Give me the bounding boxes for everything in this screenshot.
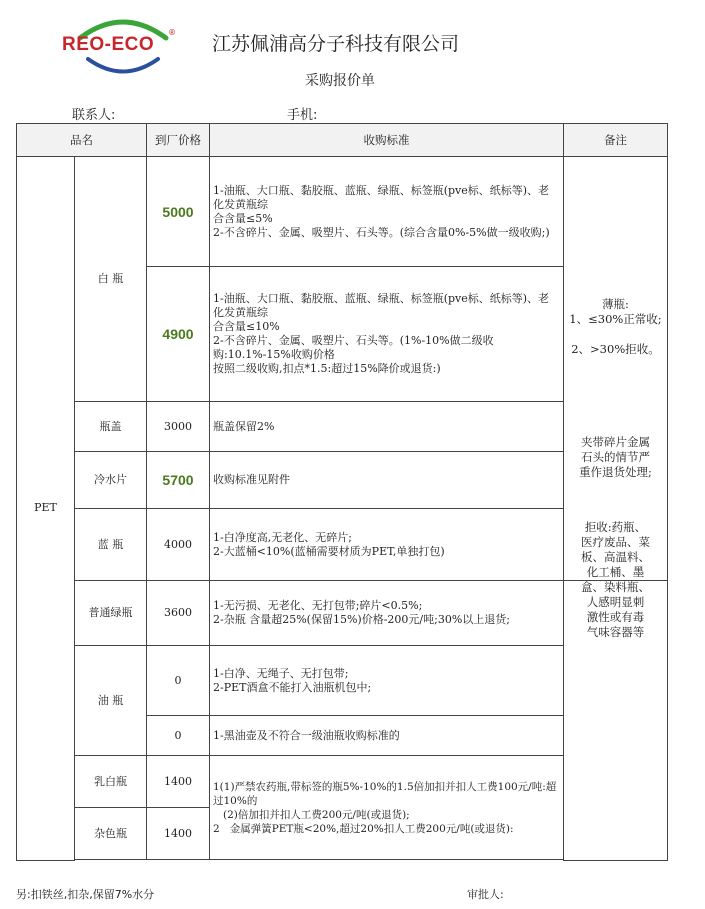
quote-table [16,123,668,861]
note-cell-2 [564,435,668,861]
price-cell: 5700 [147,452,210,509]
price-cell: 1400 [147,808,210,860]
product-name: 杂色瓶 [75,808,147,860]
standard-cell: 1-白净、无绳子、无打包带; 2-PET酒盒不能打入油瓶机包中; [210,646,564,716]
note-thin-bottle: 薄瓶: 1、≤30%正常收; 2、>30%拒收。 [569,297,662,356]
company-name: 江苏佩浦高分子科技有限公司 [212,33,460,55]
price-cell: 4900 [147,267,210,402]
document-title: 采购报价单 [305,73,375,89]
standard-cell: 1-油瓶、大口瓶、黏胶瓶、蓝瓶、绿瓶、标签瓶(pve标、纸标等)、老化发黄瓶综 合含量≤5% 2-不含碎片、金属、吸塑片、石头等。(综合含量0%-5%做一级收购;) [210,157,564,267]
price-cell: 5000 [147,157,210,267]
logo-text: REO-ECO [62,34,155,55]
standard-cell: 瓶盖保留2% [210,402,564,452]
table-header-row [17,124,668,157]
col-header-name: 品名 [17,124,147,157]
note-cell-1 [564,157,668,581]
category-cell: PET [17,157,75,861]
approver-label: 审批人: [467,888,504,901]
product-name: 蓝 瓶 [75,509,147,581]
logo-registered-mark: ® [168,28,176,37]
product-name: 瓶盖 [75,402,147,452]
product-name: 白 瓶 [75,157,147,402]
price-cell: 3600 [147,581,210,646]
price-cell: 4000 [147,509,210,581]
product-name: 冷水片 [75,452,147,509]
note-reject: 拒收:药瓶、 医疗废品、菜 板、高温料、 化工桶、墨 盒、染料瓶、 人感明显刺 激性或有毒 气味容器等 [581,520,650,639]
product-name: 乳白瓶 [75,756,147,808]
footer-note: 另:扣铁丝,扣杂,保留7%水分 [16,888,155,901]
contact-label: 联系人: [72,108,116,123]
standard-cell: 收购标准见附件 [210,452,564,509]
product-name: 普通绿瓶 [75,581,147,646]
standard-cell: 1-无污损、无老化、无打包带;碎片<0.5%; 2-杂瓶 含量超25%(保留15%)价格-200元/吨;30%以上退货; [210,581,564,646]
standard-cell: 1(1)严禁农药瓶,带标签的瓶5%-10%的1.5倍加扣并扣人工费100元/吨:超过10%的 (2)倍加扣并扣人工费200元/吨(或退货); 2 金属弹簧PET瓶<20%,超过20%扣人工费200元/吨(或退货): [210,756,564,860]
standard-cell: 1-黑油壶及不符合一级油瓶收购标准的 [210,716,564,756]
col-header-price: 到厂价格 [147,124,210,157]
product-name: 油 瓶 [75,646,147,756]
note-fragments: 夹带碎片金属 石头的情节严 重作退货处理; [579,435,652,479]
table-row [17,581,668,646]
price-cell: 3000 [147,402,210,452]
standard-cell: 1-油瓶、大口瓶、黏胶瓶、蓝瓶、绿瓶、标签瓶(pve标、纸标等)、老化发黄瓶综 合含量≤10% 2-不含碎片、金属、吸塑片、石头等。(1%-10%做二级收购:10.1%-15%收购价格 按照二级收购,扣点*1.5:超过15%降价或退货:) [210,267,564,402]
col-header-note: 备注 [564,124,668,157]
price-cell: 0 [147,646,210,716]
standard-cell: 1-白净度高,无老化、无碎片; 2-大蓝桶<10%(蓝桶需要材质为PET,单独打包) [210,509,564,581]
price-cell: 0 [147,716,210,756]
phone-label: 手机: [287,108,318,123]
price-cell: 1400 [147,756,210,808]
table-row [17,157,668,267]
col-header-standard: 收购标准 [210,124,564,157]
